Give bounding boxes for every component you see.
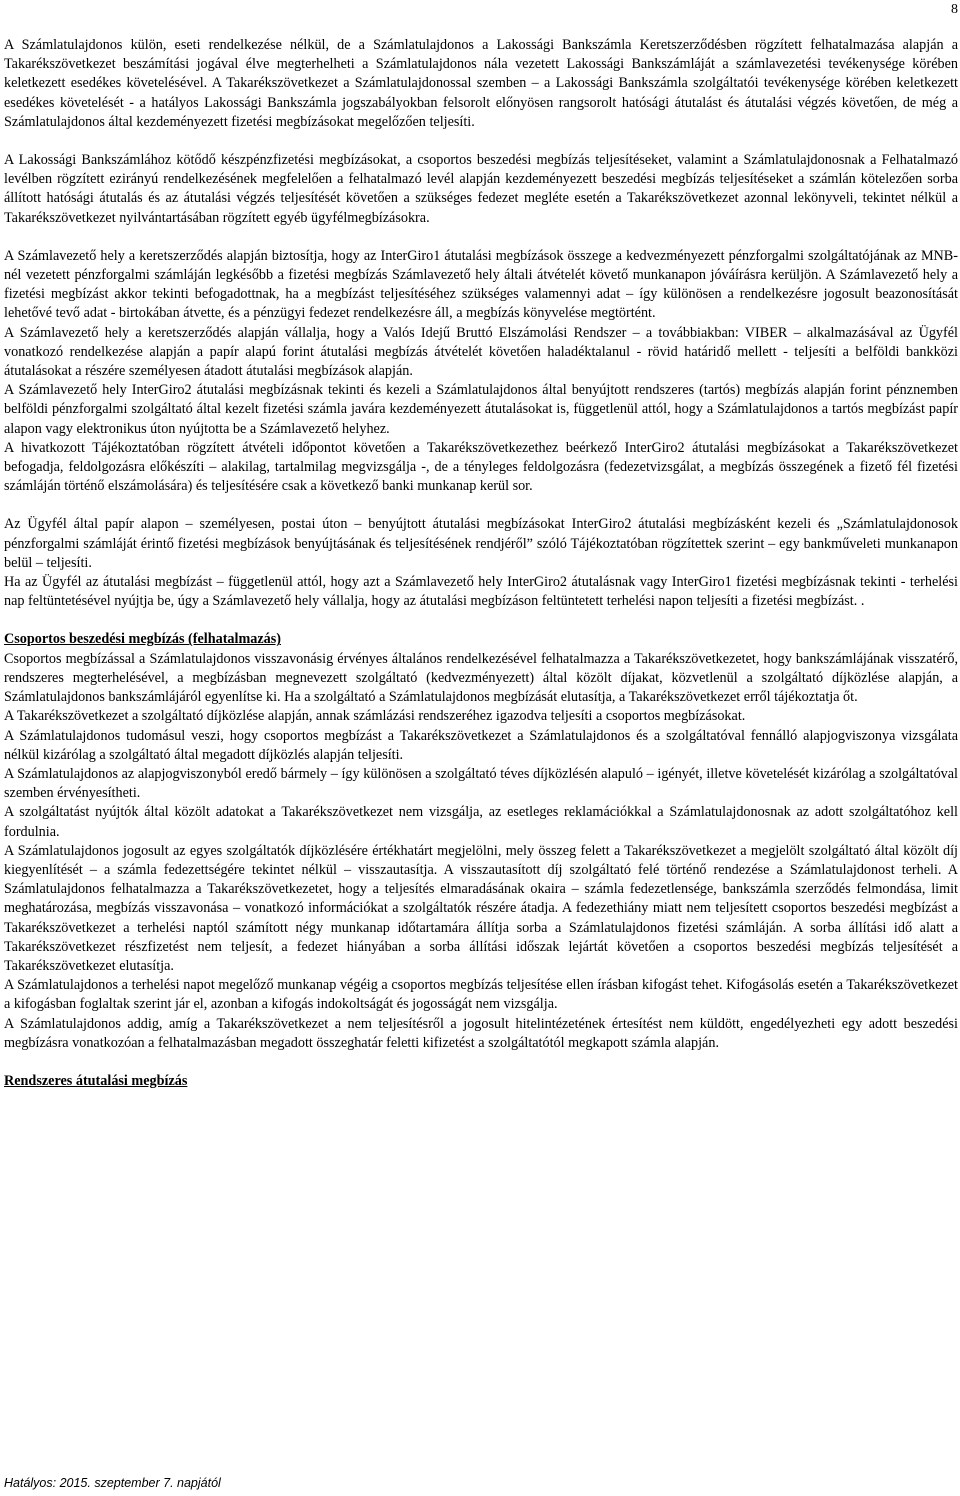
effective-date-footer: Hatályos: 2015. szeptember 7. napjától bbox=[4, 1476, 221, 1490]
paragraph-spacer bbox=[4, 132, 958, 151]
paragraph: A Számlavezető hely a keretszerződés alapján biztosítja, hogy az InterGiro1 átutalási megbízások összege a kedvezményezett pénzforgalmi szolgáltatójának az MNB-nél vezetett pénzforgalmi számláján legkésőbb a fizetési megbízás Számlavezető hely általi átvételét követő munkanapon jóváírásra kerüljön. A Számlavezető hely a fizetési megbízást akkor tekinti befogadottnak, ha a megbízást teljesítéséhez szükséges valamennyi adat – így különösen a rendelkezésre jogosult beazonosítását lehetővé tevő adat - birtokában átvette, és a pénzügyi fedezet rendelkezésre áll, a megbízás könyvelése megtörtént. bbox=[4, 247, 958, 322]
paragraph: Csoportos megbízással a Számlatulajdonos visszavonásig érvényes általános rendelkezésével felhatalmazza a Takarékszövetkezetet, hogy bankszámlájának visszatérő, rendszeres megterhelésével, a megbízásban megnevezett szolgáltató (kedvezményezett) által közölt díjakat, közvetlenül a szolgáltató díjközlése alapján, a Számlatulajdonos bankszámlájáról egyenlítse ki. Ha a szolgáltató a Számlatulajdonos megbízását elutasítja, a Takarékszövetkezet erről tájékoztatja őt. bbox=[4, 650, 958, 706]
paragraph-spacer bbox=[4, 611, 958, 630]
paragraph: A Számlavezető hely InterGiro2 átutalási megbízásnak tekinti és kezeli a Számlatulajdonos által benyújtott rendszeres (tartós) megbízás alapján forint pénznemben belföldi pénzforgalmi szolgáltató által kezelt fizetési számla javára kezdeményezett átutalásokat is, függetlenül attól, hogy a Számlatulajdonos a tartós megbízást papír alapon vagy elektronikus úton nyújtotta be a Számlavezető helyhez. bbox=[4, 382, 958, 437]
section-heading: Rendszeres átutalási megbízás bbox=[4, 1072, 188, 1089]
paragraph: A Számlavezető hely a keretszerződés alapján vállalja, hogy a Valós Idejű Bruttó Elszámolási Rendszer – a továbbiakban: VIBER – alkalmazásával az Ügyfél vonatkozó rendelkezése alapján a papír alapú forint átutalási megbízás átvételét követően haladéktalanul - rövid határidő mellett - teljesíti a belföldi bankközi átutalásokat a részére személyesen átadott átutalási megbízások alapján. bbox=[4, 324, 958, 380]
document-body bbox=[4, 36, 958, 1091]
page-number: 8 bbox=[951, 2, 958, 17]
paragraph-spacer bbox=[4, 496, 958, 515]
paragraph: A Lakossági Bankszámlához kötődő készpénzfizetési megbízásokat, a csoportos beszedési megbízás teljesítéseket, valamint a Számlatulajdonosnak a Felhatalmazó levélben rögzített ezirányú rendelkezésének megfelelően a felhatalmazó levél alapján kezdeményezett beszedési megbízás teljesítéseket a számlán kötelezően sorba állított hatósági átutalás és az átutalási végzés teljesítését követően a szükséges fedezet megléte esetén a Takarékszövetkezet azonnal lekönyveli, tekintet nélkül a Takarékszövetkezet nyilvántartásában rögzített egyéb ügyfélmegbízásokra. bbox=[4, 152, 958, 226]
paragraph: A Takarékszövetkezet a szolgáltató díjközlése alapján, annak számlázási rendszeréhez igazodva teljesíti a csoportos megbízásokat. bbox=[4, 708, 746, 725]
paragraph: Ha az Ügyfél az átutalási megbízást – függetlenül attól, hogy azt a Számlavezető hely InterGiro2 átutalásnak vagy InterGiro1 fizetési megbízásnak tekinti - terhelési nap feltüntetésével nyújtja be, úgy a Számlavezető hely vállalja, hogy az átutalási megbízáson feltüntetett terhelési napon teljesíti a fizetési megbízást. . bbox=[4, 574, 958, 610]
paragraph: Az Ügyfél által papír alapon – személyesen, postai úton – benyújtott átutalási megbízásokat InterGiro2 átutalási megbízásként kezeli és „Számlatulajdonosok pénzforgalmi számláját érintő fizetési megbízások benyújtásának és teljesítésének rendjéről” szóló Tájékoztatóban rögzítettek szerint – egy bankműveleti munkanapon belül – teljesíti. bbox=[4, 516, 958, 571]
section-heading: Csoportos beszedési megbízás (felhatalmazás) bbox=[4, 631, 282, 648]
paragraph: A hivatkozott Tájékoztatóban rögzített átvételi időpontot követően a Takarékszövetkezethez beérkező InterGiro2 átutalási megbízásokat a Takarékszövetkezet befogadja, feldolgozásra előkészíti – alakilag, tartalmilag megvizsgálja -, de a tényleges feldolgozásra (fedezetvizsgálat, a megbízás összegének a fizető fél fizetési számláján történő elszámolására) és teljesítésére csak a következő banki munkanap kerül sor. bbox=[4, 439, 958, 495]
paragraph: A Számlatulajdonos külön, eseti rendelkezése nélkül, de a Számlatulajdonos a Lakossági Bankszámla Keretszerződésben rögzített felhatalmazása alapján a Takarékszövetkezet beszámítási jogával élve megterhelheti a Számlatulajdonos nála vezetett Lakossági Bankszámláját a számlavezetési tevékenysége körében keletkezett esedékes követelésével. A Takarékszövetkezet a Számlatulajdonossal szemben – a Lakossági Bankszámla szolgáltatói tevékenysége körében keletkezett esedékes követelését - a hatályos Lakossági Bankszámla jogszabályokban felsorolt előnyösen rangsorolt hatósági átutalást és átutalási végzés követően, de még a Számlatulajdonos által kezdeményezett fizetési megbízásokat megelőzően teljesíti. bbox=[4, 37, 958, 130]
paragraph-spacer bbox=[4, 228, 958, 247]
paragraph-spacer bbox=[4, 1053, 958, 1072]
paragraph: A Számlatulajdonos a terhelési napot megelőző munkanap végéig a csoportos megbízás teljesítése ellen írásban kifogást tehet. Kifogásolás esetén a Takarékszövetkezet a kifogásban foglaltak szerint jár el, azonban a kifogás indokoltságát és jogosságát nem vizsgálja. bbox=[4, 977, 958, 1013]
paragraph: A szolgáltatást nyújtók által közölt adatokat a Takarékszövetkezet nem vizsgálja, az esetleges reklamációkkal a Számlatulajdonosnak az adott szolgáltatóhoz kell fordulnia. bbox=[4, 804, 958, 840]
paragraph: A Számlatulajdonos addig, amíg a Takarékszövetkezet a nem teljesítésről a jogosult hitelintézetének értesítést nem küldött, engedélyezheti egy adott beszedési megbízásra vonatkozóan a felhatalmazásban megadott összeghatár feletti kifizetést a szolgáltatótól megkapott számla alapján. bbox=[4, 1015, 958, 1051]
paragraph: A Számlatulajdonos jogosult az egyes szolgáltatók díjközlésére értékhatárt megjelölni, mely összeg felett a Takarékszövetkezet a megjelölt szolgáltató által közölt díj kiegyenlítését – a számla fedezettségére tekintet nélkül – visszautasítja. A visszautasított díj szolgáltató felé történő rendezése a Számlatulajdonost terheli. A Számlatulajdonos felhatalmazza a Takarékszövetkezetet, hogy a teljesítés elmaradásának okaira – számla fedezetlensége, bankszámla szerződés felmondása, limit meghatározása, megbízás visszavonása – vonatkozó információkat a szolgáltatók részére átadja. A fedezethiány miatt nem teljesített csoportos beszedési megbízást a Takarékszövetkezet a terhelési naptól számított négy munkanap időtartamára állítja sorba a Számlatulajdonos fizetési számláján. A sorba állítási idő alatt a Takarékszövetkezet részfizetést nem teljesít, a fedezet hiányában a sorba állítási időszak lejártát követően a csoportos beszedési megbízás teljesítését a Takarékszövetkezet elutasítja. bbox=[4, 842, 958, 974]
paragraph: A Számlatulajdonos az alapjogviszonyból eredő bármely – így különösen a szolgáltató téves díjközlésén alapuló – igényét, illetve követelését kizárólag a szolgáltatóval szemben érvényesítheti. bbox=[4, 765, 958, 802]
paragraph: A Számlatulajdonos tudomásul veszi, hogy csoportos megbízást a Takarékszövetkezet a Számlatulajdonos és a szolgáltatóval fennálló alapjogviszonya vizsgálata nélkül kizárólag a szolgáltató által megadott díjközlés alapján teljesíti. bbox=[4, 727, 958, 763]
